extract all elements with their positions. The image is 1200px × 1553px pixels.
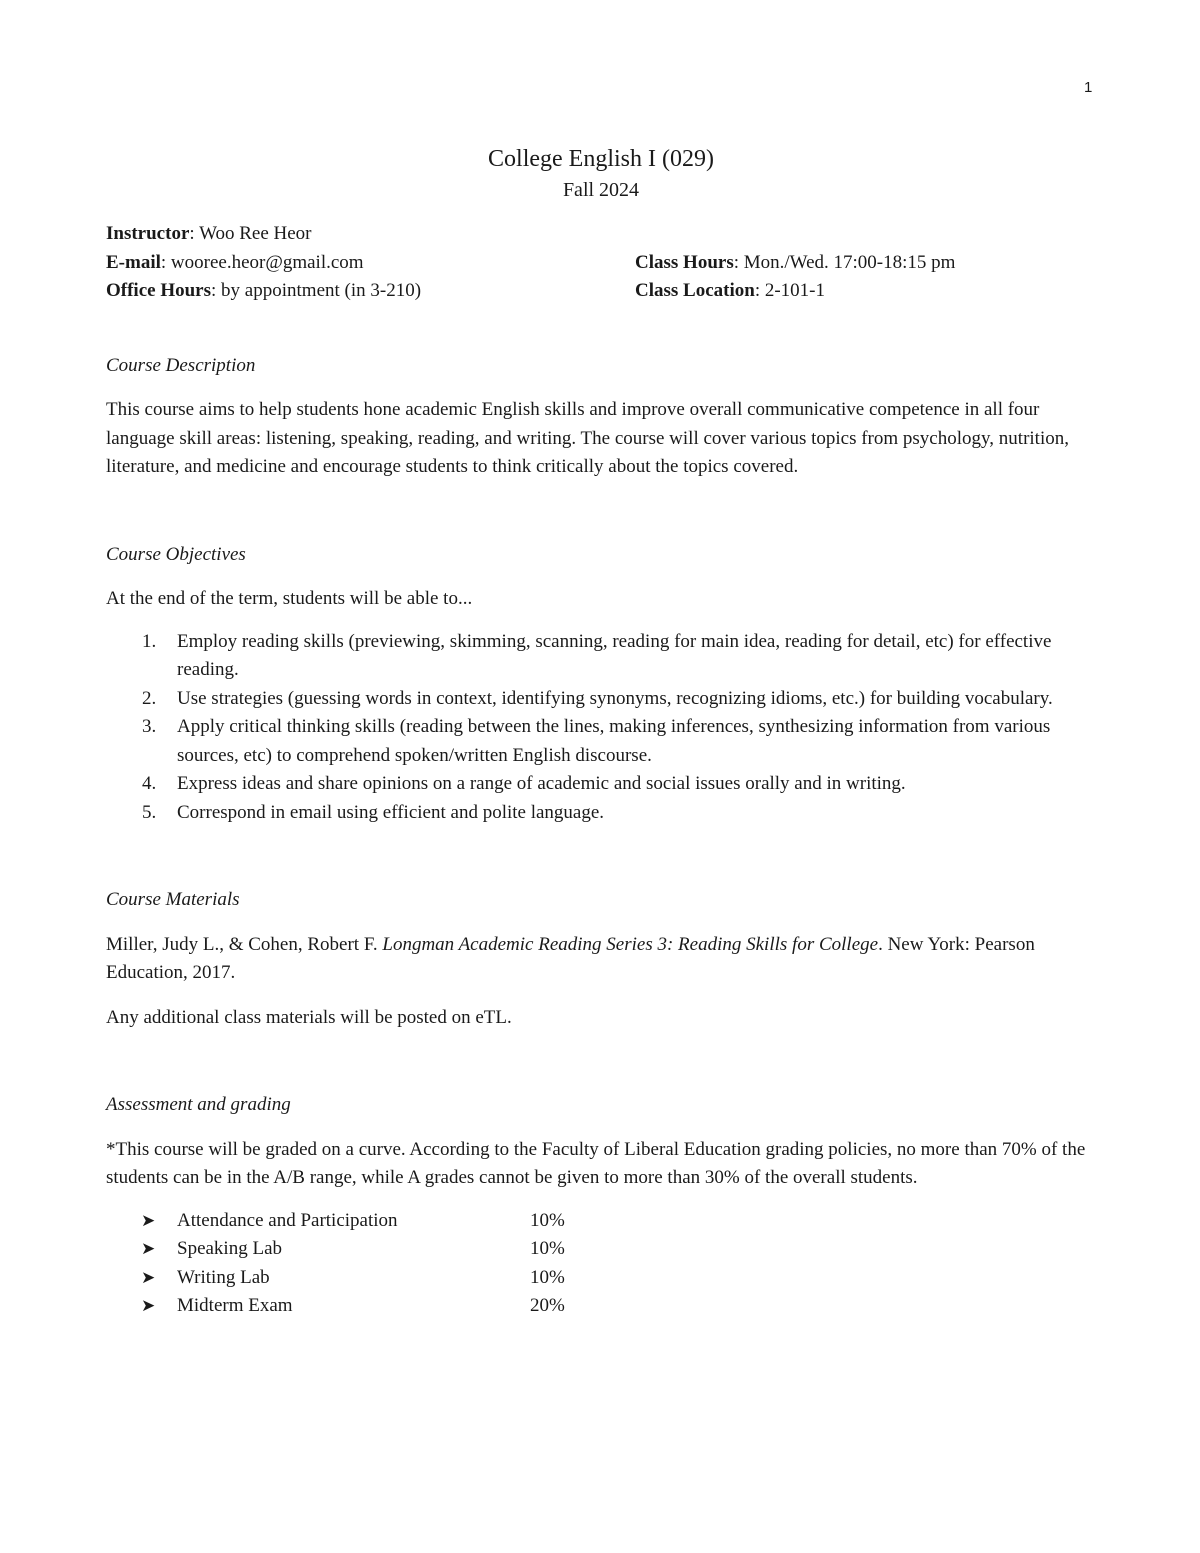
course-objectives-heading: Course Objectives [106,543,246,565]
class-location-value: : 2-101-1 [754,280,826,301]
grade-component-weight: 10% [530,1209,565,1231]
course-description-heading: Course Description [106,354,256,376]
arrow-bullet-icon: ➤ [141,1239,156,1258]
grade-component-weight: 20% [530,1295,565,1316]
class-location-label: Class Location [635,280,755,301]
assessment-heading: Assessment and grading [106,1094,291,1115]
info-row-office [106,277,1096,306]
list-item-text: Express ideas and share opinions on a range of academic and social issues orally and in writing. [177,773,906,794]
info-row-instructor [106,220,1096,249]
list-item [106,1207,1096,1236]
arrow-bullet-icon: ➤ [141,1267,156,1287]
list-item [106,799,1096,828]
list-item [106,1264,1096,1293]
class-location-info [635,277,825,306]
syllabus-content [106,142,1096,1321]
course-description-text: This course aims to help students hone academic English skills and improve overall communicative competence in all four language skill areas: listening, speaking, reading, and writing. The course will cover various topics from psychology, nutrition, literature, and medicine and encourage students to think critically about the topics covered. [106,399,1069,477]
grade-component-name: Attendance and Participation [177,1209,398,1231]
list-item [106,685,1096,714]
class-hours-label: Class Hours [635,251,734,273]
list-item-number: 1. [142,630,157,652]
document-subtitle: Fall 2024 [562,179,640,201]
list-item-text: Correspond in email using efficient and polite language. [177,801,605,823]
textbook-citation [106,931,1096,988]
course-objectives-intro: At the end of the term, students will be able to... [106,588,473,609]
grade-component-name: Midterm Exam [177,1295,293,1316]
additional-materials-note: Any additional class materials will be posted on eTL. [106,1006,512,1028]
citation-authors: Miller, Judy L., & Cohen, Robert F. [106,933,383,955]
document-title: College English I (029) [488,146,714,172]
list-item-number: 5. [142,801,157,823]
office-hours-label: Office Hours [106,280,212,301]
list-item-number: 4. [142,773,157,794]
page-number: 1 [1084,79,1093,96]
objectives-list [106,628,1096,828]
arrow-bullet-icon: ➤ [141,1296,156,1315]
list-item [106,1292,1096,1321]
course-materials-heading: Course Materials [106,889,240,910]
citation-publisher: . New York: Pearson Education, 2017. [106,933,1035,983]
grading-curve-note: *This course will be graded on a curve. According to the Faculty of Liberal Education grading policies, no more than 70% of the students can be in the A/B range, while A grades cannot be given to more than 30% of the overall students. [106,1138,1086,1188]
list-item-text: Employ reading skills (previewing, skimming, scanning, reading for main idea, reading for detail, etc) for effective reading. [177,630,1052,680]
email-label: E-mail [106,251,161,273]
info-row-email [106,249,1096,278]
list-item-text: Use strategies (guessing words in context, identifying synonyms, recognizing idioms, etc.) for building vocabulary. [177,687,1053,709]
list-item-text: Apply critical thinking skills (reading between the lines, making inferences, synthesizing information from various sources, etc) to comprehend spoken/written English discourse. [177,716,1051,766]
grade-component-weight: 10% [530,1238,565,1259]
grade-component-name: Speaking Lab [177,1238,283,1259]
list-item-number: 3. [142,716,157,737]
list-item [106,713,1096,770]
grading-breakdown-list [106,1207,1096,1321]
list-item-number: 2. [142,687,157,709]
class-hours-value: : Mon./Wed. 17:00-18:15 pm [733,251,956,273]
citation-title: Longman Academic Reading Series 3: Reading Skills for College [382,933,879,955]
list-item [106,628,1096,685]
grade-component-name: Writing Lab [177,1266,270,1288]
email-info [106,249,635,278]
instructor-label: Instructor [106,223,190,244]
course-info [106,220,1096,306]
instructor-value: : Woo Ree Heor [189,223,312,244]
instructor-info [106,220,635,249]
list-item [106,1235,1096,1264]
office-hours-info [106,277,635,306]
office-hours-value: : by appointment (in 3-210) [211,280,422,301]
class-hours-info [635,249,955,278]
grade-component-weight: 10% [530,1266,565,1288]
list-item [106,770,1096,799]
arrow-bullet-icon: ➤ [141,1210,156,1230]
email-value: : wooree.heor@gmail.com [160,251,364,273]
